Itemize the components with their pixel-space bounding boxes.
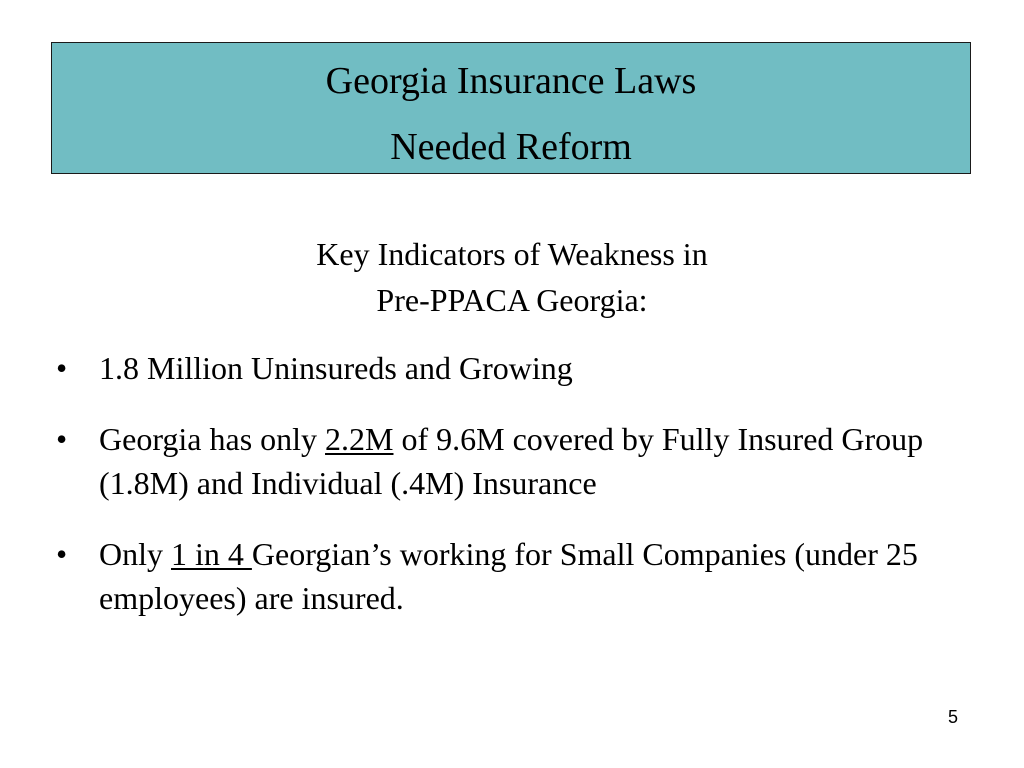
bullet-text [99, 532, 976, 620]
title-banner [51, 42, 971, 174]
bullet-text-suffix: of 9.6M covered by Fully Insured Group (1.8M) and Individual (.4M) Insurance [99, 421, 924, 501]
section-heading-line2: Pre-PPACA Georgia: [376, 282, 648, 318]
section-heading-line1: Key Indicators of Weakness in [316, 236, 708, 272]
bullet-text [99, 417, 976, 505]
slide-title: Georgia Insurance Laws [325, 60, 697, 102]
bullet-item-uninsured [56, 346, 976, 390]
slide-subtitle-heading: Needed Reform [390, 126, 632, 168]
bullet-text-emphasis: 1 in 4 [171, 536, 252, 572]
bullet-text: 1.8 Million Uninsureds and Growing [99, 350, 573, 386]
bullet-text-prefix: Only [99, 536, 171, 572]
bullet-item-coverage [56, 417, 976, 505]
page-number: 5 [948, 707, 959, 727]
bullet-text-suffix: Georgian’s working for Small Companies (under 25 employees) are insured. [99, 536, 918, 616]
bullet-marker-icon: • [56, 536, 68, 572]
bullet-marker-icon: • [56, 421, 68, 457]
bullet-item-small-companies [56, 532, 976, 620]
bullet-marker-icon: • [56, 350, 68, 386]
bullet-text-emphasis: 2.2M [325, 421, 394, 457]
bullet-text-prefix: Georgia has only [99, 421, 326, 457]
